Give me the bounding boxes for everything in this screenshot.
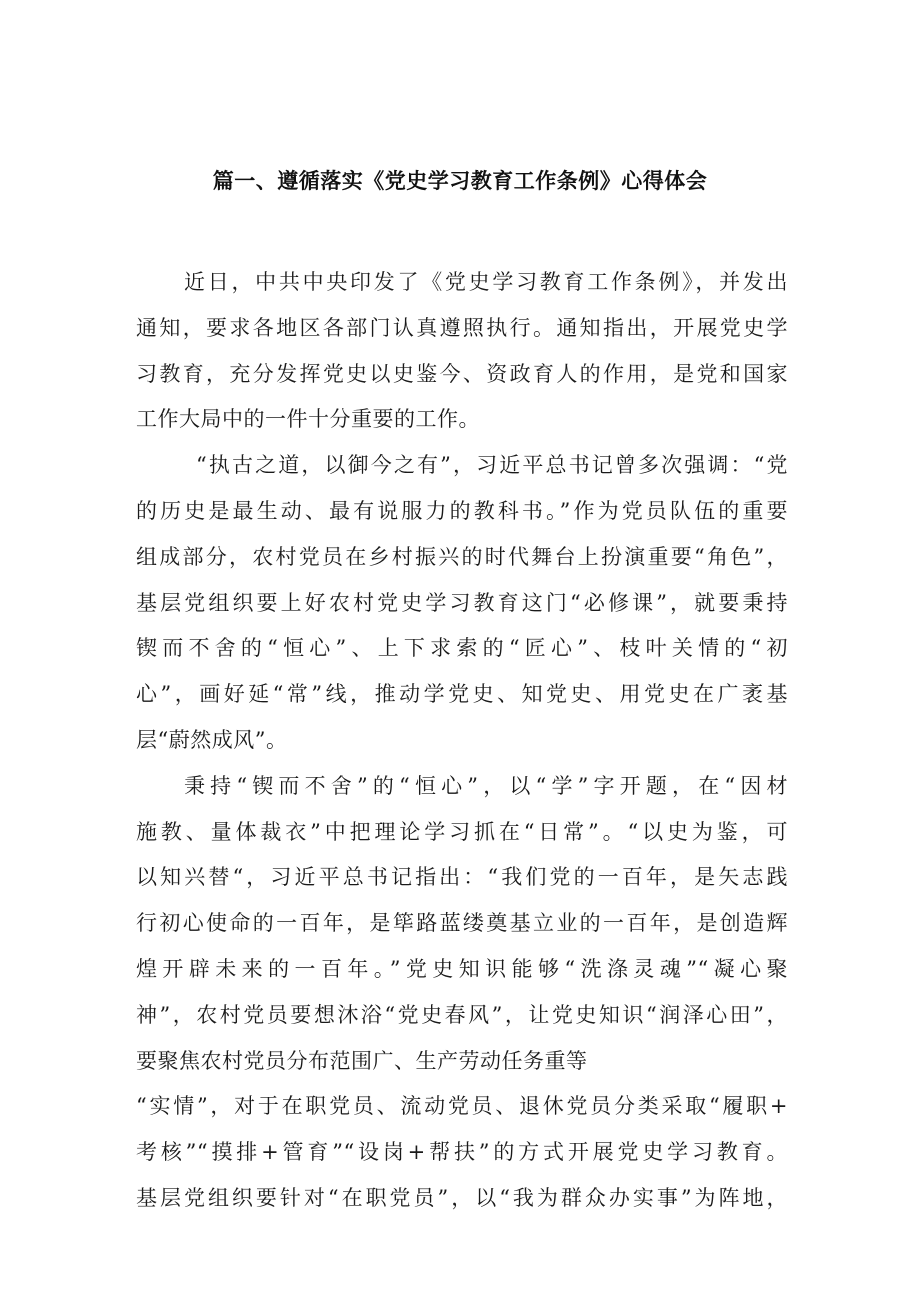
paragraph-line: “实情”，对于在职党员、流动党员、退休党员分类采取“履职+ bbox=[136, 1094, 788, 1119]
paragraph-line: 心”，画好延“常”线，推动学党史、知党史、用党史在广袤基 bbox=[136, 682, 788, 707]
paragraph-line: 煌开辟未来的一百年。”党史知识能够“洗涤灵魂”“凝心聚 bbox=[136, 956, 788, 981]
document-title: 篇一、遵循落实《党史学习教育工作条例》心得体会 bbox=[212, 169, 708, 193]
paragraph-line: 秉持“锲而不舍”的“恒心”，以“学”字开题，在“因材 bbox=[184, 773, 788, 798]
paragraph-line: “执古之道，以御今之有”，习近平总书记曾多次强调：“党 bbox=[196, 453, 788, 478]
paragraph-line: 基层党组织要上好农村党史学习教育这门“必修课”，就要秉持 bbox=[136, 590, 788, 615]
document-body bbox=[136, 260, 788, 1222]
paragraph-line: 层“蔚然成风”。 bbox=[136, 727, 288, 752]
paragraph-line: 行初心使命的一百年，是筚路蓝缕奠基立业的一百年，是创造辉 bbox=[136, 911, 788, 936]
paragraph-line: 以知兴替“，习近平总书记指出：“我们党的一百年，是矢志践 bbox=[136, 865, 788, 890]
paragraph-line: 近日，中共中央印发了《党史学习教育工作条例》，并发出 bbox=[184, 270, 788, 294]
paragraph-line: 通知，要求各地区各部门认真遵照执行。通知指出，开展党史学 bbox=[136, 315, 788, 340]
paragraph-line: 考核”“摸排+管育”“设岗+帮扶”的方式开展党史学习教育。 bbox=[136, 1140, 788, 1165]
paragraph-line: 锲而不舍的“恒心”、上下求索的“匠心”、枝叶关情的“初 bbox=[136, 636, 788, 661]
paragraph-line: 基层党组织要针对“在职党员”，以“我为群众办实事”为阵地， bbox=[136, 1185, 788, 1210]
paragraph-line: 习教育，充分发挥党史以史鉴今、资政育人的作用，是党和国家 bbox=[136, 361, 788, 386]
paragraph-line: 的历史是最生动、最有说服力的教科书。”作为党员队伍的重要 bbox=[136, 498, 788, 523]
paragraph-line: 施教、量体裁衣”中把理论学习抓在“日常”。“以史为鉴，可 bbox=[136, 819, 788, 844]
paragraph-line: 工作大局中的一件十分重要的工作。 bbox=[136, 407, 480, 432]
paragraph-line: 神”，农村党员要想沐浴“党史春风”，让党史知识“润泽心田”， bbox=[136, 1002, 788, 1027]
paragraph-line: 要聚焦农村党员分布范围广、生产劳动任务重等 bbox=[136, 1048, 588, 1073]
paragraph-line: 组成部分，农村党员在乡村振兴的时代舞台上扮演重要“角色”， bbox=[136, 544, 788, 569]
